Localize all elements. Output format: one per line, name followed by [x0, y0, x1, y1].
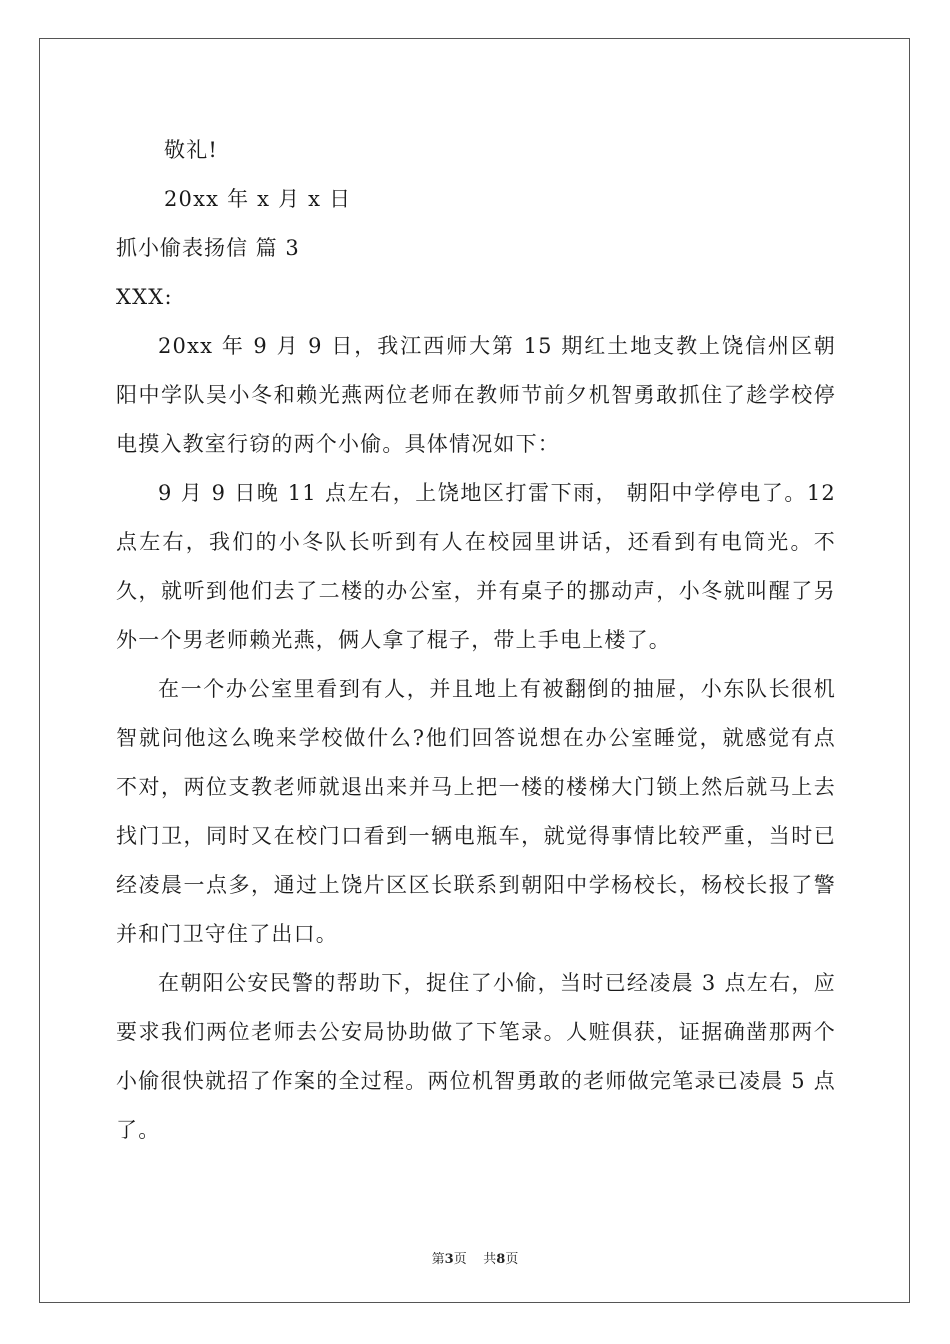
paragraph-discovery: 在一个办公室里看到有人，并且地上有被翻倒的抽屉，小东队长很机智就问他这么晚来学校做什么?他们回答说想在办公室睡觉，就感觉有点不对，两位支教老师就退出来并马上把一楼的楼梯大门锁上然后就马上去找门卫，同时又在校门口看到一辆电瓶车，就觉得事情比较严重，当时已经凌晨一点多，通过上饶片区区长联系到朝阳中学杨校长，杨校长报了警并和门卫守住了出口。: [116, 677, 836, 946]
paragraph-intro: 20xx 年 9 月 9 日，我江西师大第 15 期红土地支教上饶信州区朝阳中学队吴小冬和赖光燕两位老师在教师节前夕机智勇敢抓住了趁学校停电摸入教室行窃的两个小偷。具体情况如下：: [116, 334, 836, 456]
paragraph-night-events: 9 月 9 日晚 11 点左右，上饶地区打雷下雨， 朝阳中学停电了。12 点左右，我们的小冬队长听到有人在校园里讲话，还看到有电筒光。不久，就听到他们去了二楼的办公室，并有桌子的挪动声，小冬就叫醒了另外一个男老师赖光燕，俩人拿了棍子，带上手电上楼了。: [116, 481, 836, 652]
footer-page-prefix: 第: [431, 1252, 445, 1267]
section-title: 抓小偷表扬信 篇 3: [116, 236, 300, 260]
footer-total-pages: 8: [496, 1252, 506, 1267]
footer-page-suffix: 页: [453, 1252, 467, 1267]
footer-total-prefix: 共: [483, 1252, 497, 1267]
footer-page-number: 3: [444, 1252, 454, 1267]
footer-total-suffix: 页: [505, 1252, 519, 1267]
letter-greeting: XXX:: [116, 285, 173, 309]
paragraph-capture: 在朝阳公安民警的帮助下，捉住了小偷，当时已经凌晨 3 点左右，应要求我们两位老师去公安局协助做了下笔录。人赃俱获，证据确凿那两个小偷很快就招了作案的全过程。两位机智勇敢的老师做完笔录已凌晨 5 点了。: [116, 971, 836, 1142]
closing-salute: 敬礼!: [164, 138, 219, 162]
page-footer: [0, 1248, 950, 1267]
document-body: [116, 126, 836, 1155]
letter-date: 20xx 年 x 月 x 日: [164, 187, 352, 211]
